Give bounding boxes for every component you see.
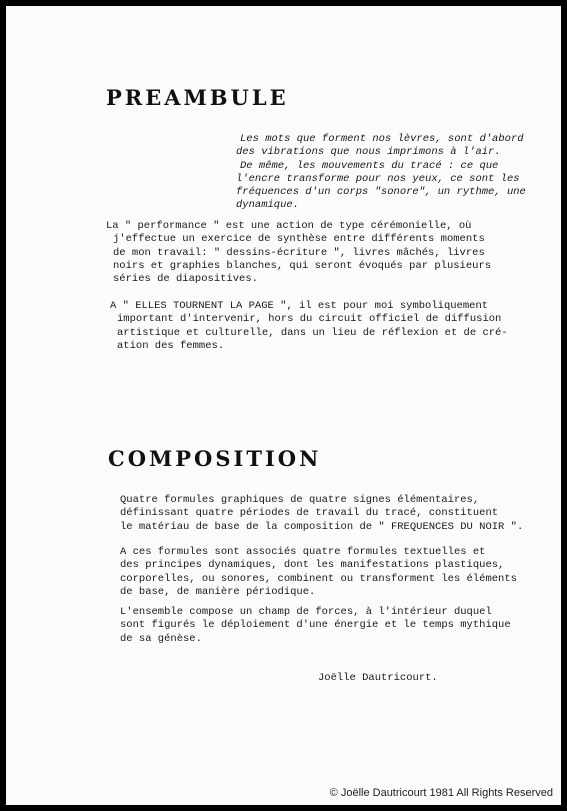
text-line: noirs et graphies blanches, qui seront évoqués par plusieurs <box>113 259 492 272</box>
copyright-notice: © Joëlle Dautricourt 1981 All Rights Reserved <box>329 787 553 799</box>
quote-line: dynamique. <box>236 199 300 212</box>
text-line: j'effectue un exercice de synthèse entre différents moments <box>113 233 485 246</box>
text-line: important d'intervenir, hors du circuit officiel de diffusion <box>117 313 502 326</box>
paragraph-ensemble <box>120 606 511 646</box>
text-line: ation des femmes. <box>117 339 225 352</box>
typewritten-page <box>6 6 561 805</box>
text-line: des principes dynamiques, dont les manifestations plastiques, <box>120 559 505 572</box>
signature <box>318 672 438 685</box>
text-line: A ces formules sont associés quatre formules textuelles et <box>120 546 486 558</box>
quote-line: Les mots que forment nos lèvres, sont d'abord <box>240 133 524 145</box>
paragraph-performance <box>106 220 491 286</box>
text-line: séries de diapositives. <box>113 273 258 286</box>
heading-preambule: PREAMBULE <box>106 85 289 110</box>
text-line: corporelles, ou sonores, combinent ou transforment les éléments <box>120 572 517 585</box>
text-line: Quatre formules graphiques de quatre signes élémentaires, <box>120 494 480 506</box>
text-line: le matériau de base de la composition de " FREQUENCES DU NOIR ". <box>120 520 524 533</box>
text-line: de sa génèse. <box>120 632 202 645</box>
text-line: sont figurés le déploiement d'une énergie et le temps mythique <box>120 619 511 632</box>
quote-line: des vibrations que nous imprimons à l'air. <box>236 146 501 159</box>
quote-line: De même, les mouvements du tracé : ce que <box>240 159 499 172</box>
text-line: de base, de manière périodique. <box>120 585 316 598</box>
text-line: de mon travail: " dessins-écriture ", livres mâchés, livres <box>113 246 485 259</box>
text-line: L'ensemble compose un champ de forces, à l'intérieur duquel <box>120 606 492 618</box>
paragraph-associes <box>120 546 517 599</box>
paragraph-elles <box>110 300 508 353</box>
text-line: A " ELLES TOURNENT LA PAGE ", il est pour moi symboliquement <box>110 300 489 312</box>
quote-line: l'encre transforme pour nos yeux, ce sont les <box>236 172 520 185</box>
paragraph-formules <box>120 494 523 534</box>
text-line: La " performance " est une action de type cérémonielle, où <box>106 220 472 232</box>
heading-composition: COMPOSITION <box>108 446 322 471</box>
text-line: artistique et culturelle, dans un lieu de réflexion et de cré- <box>117 326 508 339</box>
quote-line: fréquences d'un corps "sonore", un rythme, une <box>236 186 526 199</box>
quote-block <box>236 133 526 213</box>
text-line: définissant quatre périodes de travail du tracé, constituent <box>120 507 499 520</box>
signature-text: Joëlle Dautricourt. <box>318 672 438 684</box>
